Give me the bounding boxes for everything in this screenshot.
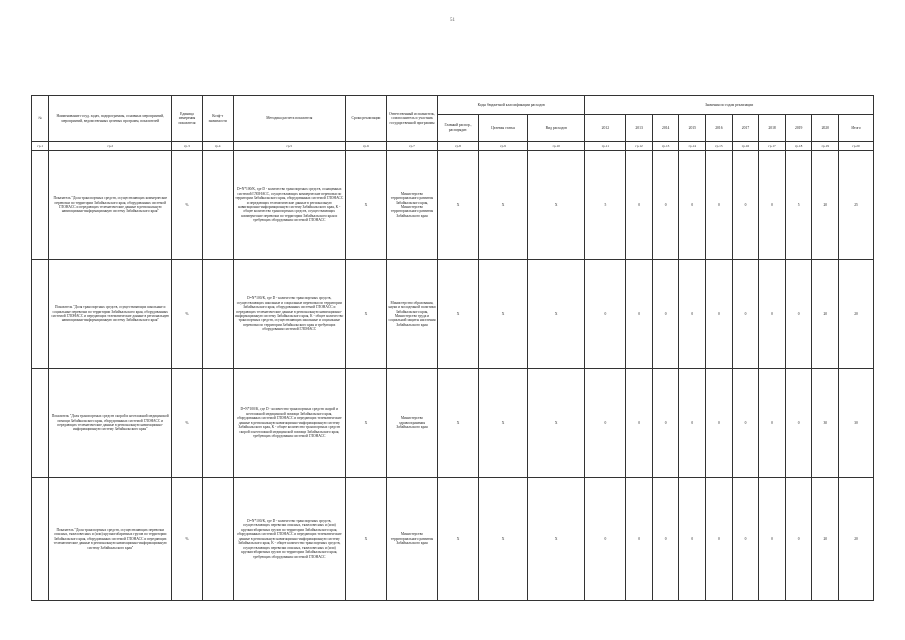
column-number: гр.18 (785, 142, 812, 151)
indicator-executor: Министерство территориального развития Забайкальского края (386, 478, 437, 601)
table-row (32, 369, 874, 478)
year-value-cell: 0 (626, 260, 653, 369)
kbk-cell: X (528, 478, 585, 601)
year-value-cell: 0 (785, 478, 812, 601)
indicator-executor: Министерство территориального развития Забайкальского края, Министерство территориального развития Забайкальского края (386, 151, 437, 260)
column-number: гр.14 (679, 142, 706, 151)
header-unit: Единица измерения показателя (172, 96, 203, 142)
header-method: Методика расчета показателя (233, 96, 346, 142)
header-year: 2018 (759, 115, 786, 142)
column-number: гр.6 (346, 142, 387, 151)
year-value-cell: 25 (839, 151, 874, 260)
column-number: гр.12 (626, 142, 653, 151)
column-number: гр.8 (438, 142, 479, 151)
column-number: гр.2 (49, 142, 172, 151)
year-value-cell: 0 (732, 260, 759, 369)
table-row (32, 478, 874, 601)
year-value-cell: 0 (585, 260, 626, 369)
year-value-cell: 0 (706, 478, 733, 601)
column-number-row (32, 142, 874, 151)
year-value-cell: 0 (652, 260, 679, 369)
column-number: гр.10 (528, 142, 585, 151)
indicator-coef (202, 369, 233, 478)
header-num: № (32, 96, 49, 142)
year-value-cell: 0 (732, 369, 759, 478)
indicator-term: X (346, 151, 387, 260)
year-value-cell: 0 (759, 478, 786, 601)
header-term: Сроки реализации (346, 96, 387, 142)
kbk-cell: X (438, 151, 479, 260)
year-value-cell: 20 (812, 478, 839, 601)
indicator-coef (202, 151, 233, 260)
header-year: 2016 (706, 115, 733, 142)
year-value-cell: 20 (812, 151, 839, 260)
indicator-method: D=N*100/K, где D - количество транспортных средств скорой и неотложной медицинской помощи Забайкальского края, оборудованных системой ГЛОНАСС и передающих телематические данные в региональную навигационно-информационную систему Забайкальского края, K - общее количество транспортных средств скорой и неотложной медицинской помощи Забайкальского края, требующих оборудования системой ГЛОНАСС (233, 369, 346, 478)
year-value-cell: 0 (759, 151, 786, 260)
header-year: 2015 (679, 115, 706, 142)
header-year: 2019 (785, 115, 812, 142)
indicator-method: D=N*100/K, где D - количество транспортных средств, оснащенных системой ГЛОНАСС, осуществляющих коммерческие перевозки по территории Забайкальского края, оборудованных системой ГЛОНАСС и передающих телематические данные в региональную навигационно-информационную систему Забайкальского края, K - общее количество транспортных средств, осуществляющих коммерческие перевозки по территории Забайкальского края и требующих оборудования системой ГЛОНАСС (233, 151, 346, 260)
header-kbk-col: Вид расходов (528, 115, 585, 142)
year-value-cell: 0 (759, 260, 786, 369)
year-value-cell: 0 (706, 260, 733, 369)
year-value-cell: 0 (706, 369, 733, 478)
cell-num (32, 478, 49, 601)
column-number: гр.17 (759, 142, 786, 151)
cell-num (32, 151, 49, 260)
table-row (32, 260, 874, 369)
indicator-term: X (346, 260, 387, 369)
year-value-cell: 0 (652, 369, 679, 478)
page-number: 51 (450, 18, 455, 23)
indicator-method: D=N*100/K, где D - количество транспортных средств, осуществляющих перевозки опасных, тяжеловесных и (или) крупногабаритных грузов по территории Забайкальского края, оборудованных системой ГЛОНАСС и передающих телематические данные в региональную навигационно-информационную систему Забайкальского края, K - общее количество транспортных средств, осуществляющих перевозки опасных, тяжеловесных и (или) крупногабаритных грузов по территории Забайкальского края, требующих оборудования системой ГЛОНАСС (233, 478, 346, 601)
header-year: Итого (839, 115, 874, 142)
year-value-cell: 30 (839, 369, 874, 478)
year-value-cell: 0 (759, 369, 786, 478)
year-value-cell: 5 (785, 151, 812, 260)
header-name: Наименование госуд. задач, подпрограммы, основных мероприятий, мероприятий, ведомственных целевых программ, показателей (49, 96, 172, 142)
kbk-cell: X (478, 369, 527, 478)
year-value-cell: 0 (626, 369, 653, 478)
year-value-cell: 0 (732, 151, 759, 260)
column-number: гр.20 (839, 142, 874, 151)
column-number: гр.1 (32, 142, 49, 151)
header-kbk-col: Главный распор., распорядит. (438, 115, 479, 142)
indicator-executor: Министерство образования, науки и молодежной политики Забайкальского края, Министерство труда и социальной защиты населения Забайкальского края (386, 260, 437, 369)
table-body (32, 151, 874, 601)
header-year: 2013 (626, 115, 653, 142)
indicator-term: X (346, 478, 387, 601)
header-executor: Ответственный исполнитель, соисполнитель и участник государственной программы (386, 96, 437, 142)
year-value-cell: 20 (839, 478, 874, 601)
column-number: гр.3 (172, 142, 203, 151)
column-number: гр.13 (652, 142, 679, 151)
header-year: 2012 (585, 115, 626, 142)
kbk-cell: X (528, 151, 585, 260)
year-value-cell: 0 (679, 478, 706, 601)
column-number: гр.15 (706, 142, 733, 151)
indicator-name: Показатель "Доля транспортных средств, осуществляющих коммерческие перевозки по территории Забайкальского края, оборудованных системой ГЛОНАСС и передающих телематические данные в региональную навигационно-информационную систему Забайкальского края" (49, 151, 172, 260)
kbk-cell: X (528, 260, 585, 369)
kbk-cell: X (478, 151, 527, 260)
kbk-cell: X (438, 369, 479, 478)
indicator-unit: % (172, 151, 203, 260)
header-kbk-col: Целевая статья (478, 115, 527, 142)
year-value-cell: 0 (785, 369, 812, 478)
year-value-cell: 0 (585, 369, 626, 478)
column-number: гр.19 (812, 142, 839, 151)
year-value-cell: 0 (679, 260, 706, 369)
year-value-cell: 0 (706, 151, 733, 260)
year-value-cell: 0 (652, 151, 679, 260)
indicator-name: Показатель "Доля транспортных средств, осуществляющих перевозки опасных, тяжеловесных и (или) крупногабаритных грузов по территории Забайкальского края, оборудованных системой ГЛОНАСС и передающих телематические данные в региональную навигационно-информационную систему Забайкальского края" (49, 478, 172, 601)
table-row (32, 151, 874, 260)
column-number: гр.5 (233, 142, 346, 151)
column-number: гр.16 (732, 142, 759, 151)
year-value-cell: 0 (679, 151, 706, 260)
header-coef: Коэф-т значимости (202, 96, 233, 142)
indicator-method: D=N*100/K, где D - количество транспортных средств, осуществляющих школьные и социальные перевозки по территории Забайкальского края, оборудованных системой ГЛОНАСС и передающих телематические данные в региональную навигационно-информационную систему Забайкальского края, K - общее количество транспортных средств, осуществляющих школьные и социальные перевозки по территории Забайкальского края и требующих оборудования системой ГЛОНАСС (233, 260, 346, 369)
indicator-executor: Министерство здравоохранения Забайкальского края (386, 369, 437, 478)
indicator-name: Показатель "Доля транспортных средств, осуществляющих школьные и социальные перевозки по территории Забайкальского края, оборудованных системой ГЛОНАСС и передающих телематические данные в региональную навигационно-информационную систему Забайкальского края" (49, 260, 172, 369)
kbk-cell: X (478, 260, 527, 369)
indicator-coef (202, 478, 233, 601)
indicator-coef (202, 260, 233, 369)
column-number: гр.11 (585, 142, 626, 151)
column-number: гр.4 (202, 142, 233, 151)
year-value-cell: 0 (652, 478, 679, 601)
year-value-cell: 20 (839, 260, 874, 369)
column-number: гр.7 (386, 142, 437, 151)
indicator-unit: % (172, 478, 203, 601)
kbk-cell: X (478, 478, 527, 601)
year-value-cell: 20 (812, 260, 839, 369)
indicator-unit: % (172, 369, 203, 478)
header-year: 2017 (732, 115, 759, 142)
year-value-cell: 30 (812, 369, 839, 478)
cell-num (32, 369, 49, 478)
year-value-cell: 0 (732, 478, 759, 601)
indicator-term: X (346, 369, 387, 478)
year-value-cell: 0 (679, 369, 706, 478)
header-year: 2020 (812, 115, 839, 142)
indicators-table (31, 95, 874, 601)
kbk-cell: X (438, 478, 479, 601)
year-value-cell: 0 (626, 151, 653, 260)
header-year: 2014 (652, 115, 679, 142)
indicator-name: Показатель "Доля транспортных средств скорой и неотложной медицинской помощи Забайкальского края, оборудованных системой ГЛОНАСС и передающих телематические данные в региональную навигационно-информационную систему Забайкальского края" (49, 369, 172, 478)
indicator-unit: % (172, 260, 203, 369)
kbk-cell: X (438, 260, 479, 369)
year-value-cell: 5 (585, 151, 626, 260)
column-number: гр.9 (478, 142, 527, 151)
year-value-cell: 0 (785, 260, 812, 369)
year-value-cell: 0 (626, 478, 653, 601)
year-value-cell: 0 (585, 478, 626, 601)
kbk-cell: X (528, 369, 585, 478)
header-kbk-group: Коды бюджетной классификации расходов (438, 96, 585, 115)
cell-num (32, 260, 49, 369)
header-values-group: Значения по годам реализации (585, 96, 874, 115)
